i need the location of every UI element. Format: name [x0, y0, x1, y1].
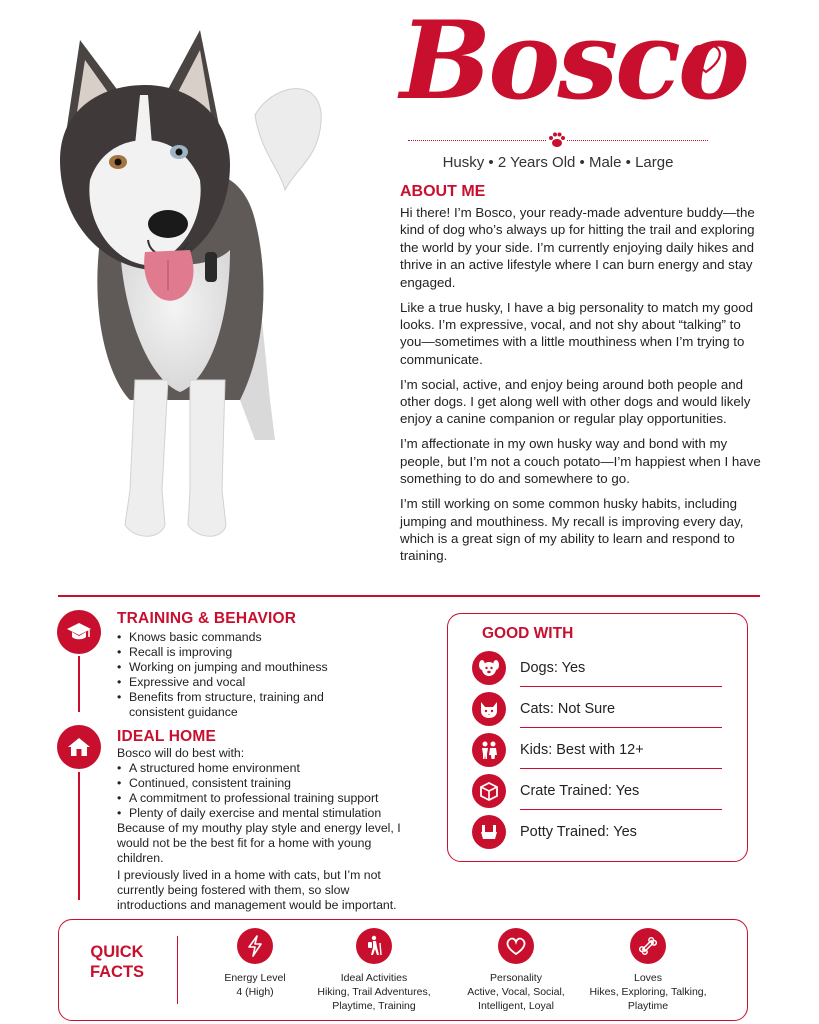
- section-divider: [58, 595, 760, 597]
- row-divider: [520, 768, 722, 769]
- list-item: • Working on jumping and mouthiness: [117, 660, 347, 675]
- quick-fact-label: Ideal Activities: [340, 972, 408, 984]
- ideal-home-intro: Bosco will do best with:: [117, 746, 245, 760]
- list-item: • Expressive and vocal: [117, 675, 347, 690]
- about-paragraph: Hi there! I’m Bosco, your ready-made adventure buddy—the kind of dog who’s always up for hitting the trail and exploring the world by your side. I’m currently enjoying daily hikes and thrive in an active lifestyle where I can burn energy and stay engaged.: [400, 205, 755, 290]
- good-with-row: [472, 774, 722, 814]
- quick-facts-heading: [82, 942, 152, 982]
- list-item: • Continued, consistent training: [117, 776, 417, 791]
- about-paragraph: Like a true husky, I have a big personality to match my good looks. I’m expressive, vocal, and not shy about “talking” to you—sometimes with a little mouthiness when I’m trying to communicate.: [400, 299, 754, 367]
- quick-fact: [578, 928, 718, 1013]
- good-with-heading: GOOD WITH: [482, 625, 574, 642]
- potty-icon: [472, 815, 506, 849]
- quick-fact-value: Hikes, Exploring, Talking, Playtime: [589, 986, 707, 1012]
- quick-fact-value: Active, Vocal, Social, Intelligent, Loyal: [467, 986, 565, 1012]
- good-with-label: Cats: Not Sure: [520, 701, 616, 717]
- good-with-label: Kids: Best with 12+: [520, 742, 644, 758]
- dog-summary: Husky • 2 Years Old • Male • Large: [442, 154, 674, 171]
- graduation-cap-icon: [57, 610, 101, 654]
- row-divider: [520, 727, 722, 728]
- good-with-row: [472, 651, 722, 691]
- heart-icon: [498, 928, 534, 964]
- row-divider: [520, 809, 722, 810]
- quick-fact: [304, 928, 444, 1013]
- quick-facts-heading-line: FACTS: [89, 963, 145, 981]
- kids-icon: [472, 733, 506, 767]
- about-paragraph: I’m still working on some common husky habits, including jumping and mouthiness. My recall is improving every day, which is a great sign of my ability to learn and respond to training.: [400, 496, 744, 564]
- dog-photo: [40, 20, 340, 550]
- dog-face-icon: [472, 651, 506, 685]
- good-with-label: Dogs: Yes: [520, 660, 586, 676]
- quick-fact-label: Energy Level: [224, 972, 286, 984]
- quick-facts-divider: [177, 936, 178, 1004]
- hiker-icon: [356, 928, 392, 964]
- timeline-line: [78, 656, 80, 712]
- dog-name: Bosco: [400, 0, 747, 124]
- list-item: • Plenty of daily exercise and mental stimulation: [117, 806, 417, 821]
- quick-fact: [446, 928, 586, 1013]
- house-icon: [57, 725, 101, 769]
- timeline-line: [78, 772, 80, 900]
- row-divider: [520, 686, 722, 687]
- quick-fact-value: 4 (High): [236, 986, 274, 998]
- good-with-label: Potty Trained: Yes: [520, 824, 637, 840]
- about-me-heading: ABOUT ME: [400, 183, 486, 200]
- quick-fact-label: Loves: [633, 972, 663, 984]
- list-item: • Benefits from structure, training and consistent guidance: [117, 690, 347, 720]
- ideal-home-list: [117, 761, 417, 821]
- ideal-home-note: I previously lived in a home with cats, but I’m not currently being fostered with them, so slow introductions and management would be important.: [117, 868, 397, 913]
- paw-icon: [547, 131, 567, 149]
- training-list: [117, 630, 347, 721]
- list-item: • Knows basic commands: [117, 630, 347, 645]
- good-with-label: Crate Trained: Yes: [520, 783, 640, 799]
- training-heading: TRAINING & BEHAVIOR: [117, 610, 297, 627]
- good-with-row: [472, 815, 722, 855]
- about-paragraph: I’m social, active, and enjoy being around both people and other dogs. I get along well with other dogs and would likely enjoy a canine companion or regular play opportunities.: [400, 376, 751, 427]
- list-item: • Recall is improving: [117, 645, 347, 660]
- about-paragraph: I’m affectionate in my own husky way and bond with my people, but I’m not a couch potato—I’m happiest when I have something to do and somewhere to go.: [400, 436, 761, 487]
- quick-fact-value: Hiking, Trail Adventures, Playtime, Training: [317, 986, 431, 1012]
- quick-fact-label: Personality: [490, 972, 542, 984]
- list-item: • A commitment to professional training support: [117, 791, 417, 806]
- lightning-icon: [237, 928, 273, 964]
- bone-icon: [630, 928, 666, 964]
- ideal-home-heading: IDEAL HOME: [117, 728, 217, 745]
- about-me-body: [400, 204, 762, 572]
- quick-facts-heading-line: QUICK: [90, 943, 144, 961]
- crate-icon: [472, 774, 506, 808]
- cat-face-icon: [472, 692, 506, 726]
- list-item: • A structured home environment: [117, 761, 417, 776]
- ideal-home-note: Because of my mouthy play style and energy level, I would not be the best fit for a home with young children.: [117, 821, 401, 866]
- good-with-row: [472, 733, 722, 773]
- heart-outline-icon: [688, 42, 724, 76]
- good-with-row: [472, 692, 722, 732]
